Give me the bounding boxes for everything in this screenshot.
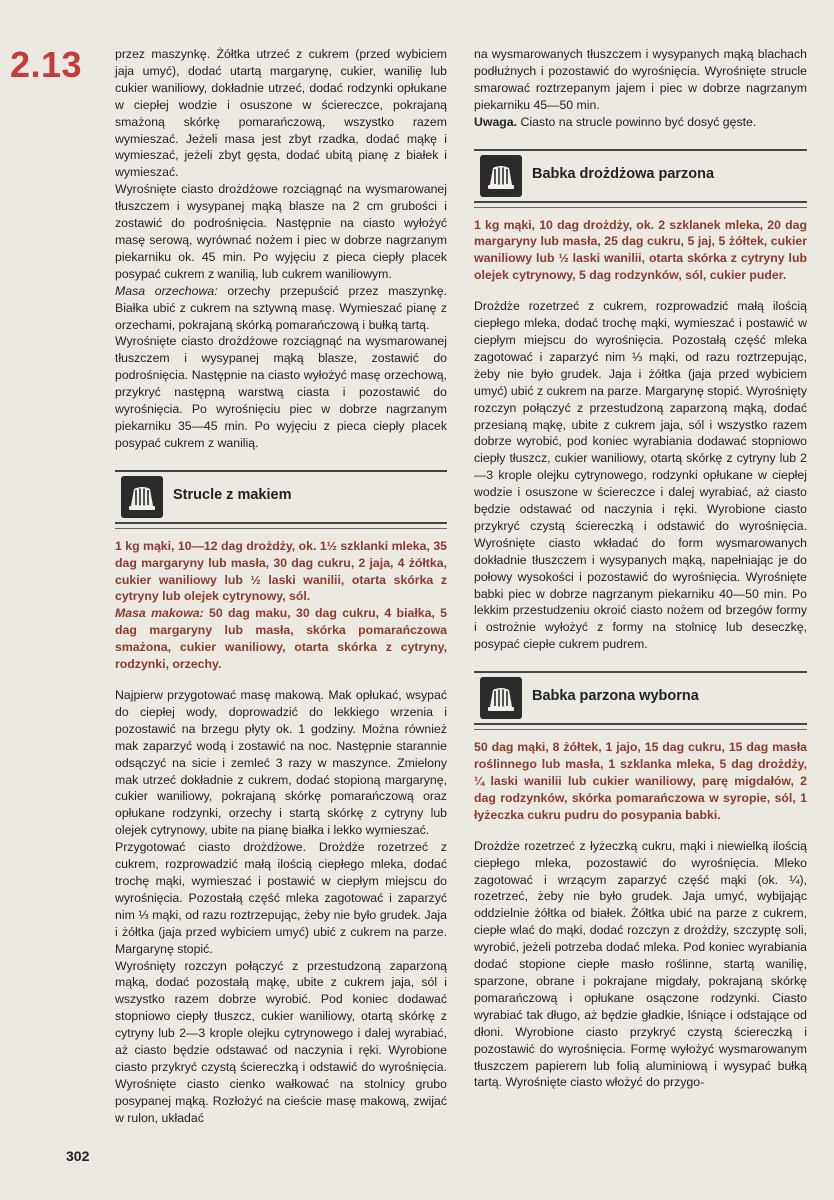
paragraph: Wyrośnięte ciasto drożdżowe rozciągnąć na wysmarowanej tłuszczem i wysypanej mąką blasze na 2 cm grubości i zostawić do podrośnięcia. Następnie na ciasto wyłożyć masę serową, wyrównać nożem i piec w dobrze nagrzanym piekarniku ok. 45 min. Po wyjęciu z pieca ciepły placek posypać cukrem z wanilią, lub cukrem waniliowym. xyxy=(115,182,447,281)
paragraph: Przygotować ciasto drożdżowe. Drożdże rozetrzeć z cukrem, rozprowadzić małą ilością ciepłego mleka, dodać trochę mąki, wymieszać i postawić w ciepłym miejscu do wyrośnięcia. Pozostałą część mleka zagotować i zaparzyć nim ⅓ mąki, od razu roztrzepując, żeby nie było grudek. Jaja i żółtka (jaja przed wybiciem umyć) ubić z cukrem na parze. Margarynę stopić. xyxy=(115,840,447,956)
paragraph-label: Masa orzechowa: xyxy=(115,283,218,298)
left-column xyxy=(115,46,447,1127)
paragraph: Wyrośnięty rozczyn połączyć z przestudzoną zaparzoną mąką, dodać pozostałą mąkę, ubite z cukrem jaja, sól i wszystko razem dobrze wyrobić. Pod koniec dodawać stopniowo ciepły tłuszcz, cukier waniliowy, otartą skórkę z cytryny lub 2—3 krople olejku cytrynowego i dalej wyrabiać, aż ciasto będzie odstawać od naczynia i ręki. Wyrobione ciasto przykryć czystą ściereczką i odstawić do wyrośnięcia. Wyrośnięte ciasto cienko wałkować na stolnicy grubo posypanej mąką. Rozłożyć na cieście masę makową, zwijać w rulon, układać xyxy=(115,958,447,1125)
recipe-header xyxy=(474,149,807,203)
section-number: 2.13 xyxy=(10,44,83,85)
paragraph xyxy=(115,283,447,334)
cake-mould-icon xyxy=(480,677,522,719)
divider xyxy=(115,528,447,529)
paragraph: Drożdże rozetrzeć z łyżeczką cukru, mąki i niewielką ilością ciepłego mleka, pozostawić do wyrośnięcia. Mleko zagotować i wrzącym zaparzyć część mąki (ok. ¼), rozetrzeć, żeby nie było grudek. Jaja umyć, wybijając oddzielnie żółtka od białek. Żółtka ubić na parze z cukrem, ciepłe wlać do mąki, dodać rozczyn z drożdży, szczyptę soli, wyrobić, jeżeli potrzeba dodać mleka. Pod koniec wyrabiania dodać stopione ciepłe masło roślinne, startą wanilię, sparzone, obrane i pokrajane migdały, pokrajaną skórkę pomarańczową i opłukane osączone rodzynki. Ciasto wyrabiać tak długo, aż będzie gładkie, lśniące i odstające od dłoni. Wyrobione ciasto przykryć czystą ściereczką i pozostawić do wyrośnięcia. Formę wyłożyć wysmarowanym tłuszczem papierem lub folią aluminiową i wysypać bułką tartą. Wyrośnięte ciasto włożyć do przygo- xyxy=(474,838,807,1090)
paragraph: przez maszynkę. Żółtka utrzeć z cukrem (przed wybiciem jaja umyć), dodać utartą margarynę, cukier, wanilię lub cukier waniliowy, dokładnie utrzeć, dodać rodzynki opłukane w ciepłej wodzie i osuszone w ściereczce, pokrajaną smażoną skórkę pomarańczową, wszystko razem wymieszać. Jeżeli masa jest zbyt rzadka, dodać mąkę i wymieszać, jeżeli zbyt gęsta, dodać ubitą pianę z białek i wymieszać. xyxy=(115,47,447,180)
paragraph: na wysmarowanych tłuszczem i wysypanych mąką blachach podłużnych i pozostawić do wyrośnięcia. Wyrośnięte strucle smarować roztrzepanym jajem i piec w dobrze nagrzanym piekarniku 45—50 min. xyxy=(474,47,807,112)
ingredients-label: Masa makowa: xyxy=(115,606,204,621)
ingredients: 1 kg mąki, 10 dag drożdży, ok. 2 szklanek mleka, 20 dag margaryny lub masła, 25 dag cukru, 5 jaj, 5 żółtek, cukier waniliowy lub ½ laski wanilii, otarta skórka z cytryny lub olejek cytrynowy, 5 dag rodzynków, sól, cukier puder. xyxy=(474,217,807,283)
cake-mould-icon xyxy=(480,155,522,197)
paragraph: Najpierw przygotować masę makową. Mak opłukać, wsypać do ciepłej wody, doprowadzić do lekkiego wrzenia i pozostawić na brzegu płyty ok. 1 godziny. Można również mak zaparzyć wodą i zostawić na noc. Następnie starannie odsączyć na sicie i zemleć 3 razy w maszynce. Zmielony mak utrzeć dokładnie z cukrem, dodać stopioną margarynę, cukier waniliowy, pokrajaną skórkę pomarańczową oraz opłukane rodzynki, orzechy i startą skórkę z cytryny lub olejek cytrynowy, ubite na pianę białka i lekko wymieszać. xyxy=(115,688,447,838)
paragraph: Drożdże rozetrzeć z cukrem, rozprowadzić małą ilością ciepłego mleka, dodać trochę mąki, wymieszać i postawić w ciepłym miejscu do wyrośnięcia. Pozostałą część mleka zagotować i zaparzyć nim ⅓ mąki, od razu roztrzepując, żeby nie było grudek. Jaja i żółtka (jaja przed wybiciem umyć) ubić z cukrem na parze. Margarynę stopić. Wyrośnięty rozczyn połączyć z przestudzoną zaparzoną mąką, dodać przesianą mąkę, ubite z cukrem jaja, sól i wszystko razem dobrze wyrobić, pod koniec wyrabiania dodawać stopniowo ciepły tłuszcz, cukier waniliowy, otartą skórkę z cytryny lub 2—3 krople olejku cytrynowego, rodzynki opłukane w ciepłej wodzie i osuszone w ściereczce i dalej wyrabiać, aż ciasto będzie odstawać od naczynia i ręki. Wyrobione ciasto przykryć czystą ściereczką i odstawić do wyrośnięcia. Wyrośnięte ciasto wkładać do form wysmarowanych dokładnie tłuszczem i wysypanych mąką, napełniając je do połowy wysokości i pozostawić do wyrośnięcia. Wyrośnięte babki piec w dobrze nagrzanym piekarniku 40—50 min. Po lekkim przestudzeniu okroić ciasto nożem od brzegów formy i ostrożnie wyłożyć z formy na stolnicę lub deseczkę, posypać ciepłe cukrem pudrem. xyxy=(474,299,807,652)
divider xyxy=(474,207,807,208)
recipe-title: Babka drożdżowa parzona xyxy=(532,165,715,182)
right-column xyxy=(474,46,807,1091)
recipe-header xyxy=(115,470,447,524)
divider xyxy=(474,729,807,730)
recipe-title: Babka parzona wyborna xyxy=(532,688,699,705)
ingredients: 50 dag mąki, 8 żółtek, 1 jajo, 15 dag cukru, 15 dag masła roślinnego lub masła, 1 szklanka mleka, 5 dag drożdży, ¼ laski wanilii lub cukier waniliowy, parę migdałów, 2 dag rodzynków, skórka pomarańczowa w syropie, sól, 1 łyżeczka cukru pudru do posypania babki. xyxy=(474,740,807,822)
ingredients xyxy=(115,605,447,673)
paragraph-text: orzechy przepuścić przez maszynkę. Białka ubić z cukrem na sztywną masę. Wymieszać pianę z orzechami, pokrajaną skórką pomarańczową i bułką tartą. xyxy=(115,283,448,332)
ingredients: 1 kg mąki, 10—12 dag drożdży, ok. 1½ szklanki mleka, 35 dag margaryny lub masła, 30 dag cukru, 2 jaja, 4 żółtka, cukier waniliowy lub ½ laski wanilii, otarta skórka z cytryny lub olejek cytrynowy, sól. xyxy=(115,538,447,604)
ingredients-text: 50 dag maku, 30 dag cukru, 4 białka, 5 dag margaryny lub masła, skórka pomarańczowa smażona, cukier waniliowy, otarta skórka z cytryny, rodzynki, orzechy. xyxy=(115,606,447,672)
note-text: Ciasto na strucle powinno być dosyć gęste. xyxy=(517,114,757,129)
page-number: 302 xyxy=(66,1148,90,1164)
paragraph: Wyrośnięte ciasto drożdżowe rozciągnąć na wysmarowanej tłuszczem i wysypanej mąką blasze, zostawić do podrośnięcia. Następnie na ciasto wyłożyć masę orzechową, przykryć następną warstwą ciasta i pozostawić do wyrośnięcia. Po wyrośnięciu piec w dobrze nagrzanym piekarniku 35—45 min. Po wyjęciu z pieca ciepły placek posypać cukrem z wanilią. xyxy=(115,334,447,450)
recipe-header xyxy=(474,671,807,725)
cake-mould-icon xyxy=(121,476,163,518)
recipe-title: Strucle z makiem xyxy=(173,486,292,503)
paragraph xyxy=(474,114,807,131)
note-label: Uwaga. xyxy=(474,114,518,129)
